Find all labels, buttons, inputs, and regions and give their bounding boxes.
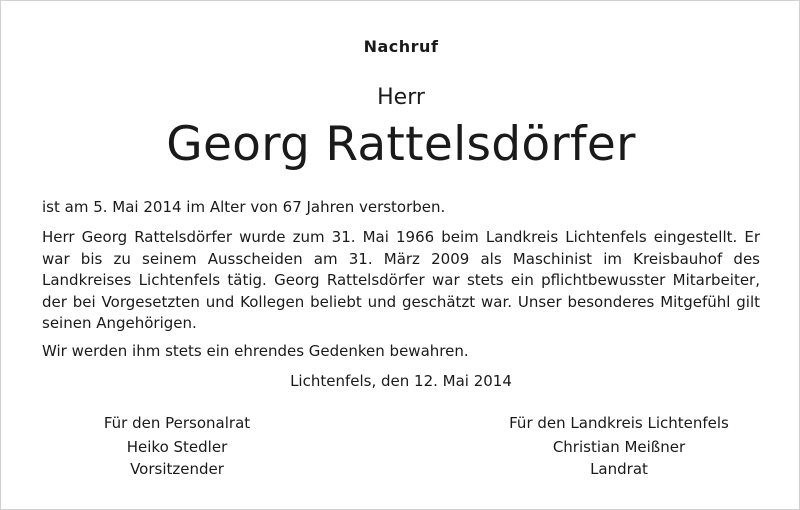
death-announcement: ist am 5. Mai 2014 im Alter von 67 Jahren verstorben. <box>42 198 446 216</box>
signatory-title: Vorsitzender <box>130 460 224 478</box>
deceased-name: Georg Rattelsdörfer <box>166 117 636 172</box>
salutation: Herr <box>377 85 425 110</box>
signature-block-staff-council <box>7 412 347 480</box>
signatory-name: Christian Meißner <box>552 438 686 456</box>
memory-paragraph: Wir werden ihm stets ein ehrendes Gedenken bewahren. <box>42 342 469 360</box>
career-paragraph: Herr Georg Rattelsdörfer wurde zum 31. Mai 1966 beim Landkreis Lichtenfels eingestellt. Er war bis zu seinem Ausscheiden am 31. März 2009 als Maschinist im Kreisbauhof des Landkreises Lichtenfels tätig. Georg Rattelsdörfer war stets ein pflichtbewusster Mitarbeiter, der bei Vorgesetzten und Kollegen beliebt und geschätzt war. Unser besonderes Mitgefühl gilt seinen Angehörigen. <box>42 228 760 332</box>
signature-block-district <box>449 412 789 480</box>
signatory-name: Heiko Stedler <box>126 438 228 456</box>
signature-organization: Für den Landkreis Lichtenfels <box>509 414 729 432</box>
signatory-title: Landrat <box>590 460 648 478</box>
place-and-date: Lichtenfels, den 12. Mai 2014 <box>290 372 512 390</box>
notice-heading: Nachruf <box>363 37 439 56</box>
signature-organization: Für den Personalrat <box>103 414 251 432</box>
